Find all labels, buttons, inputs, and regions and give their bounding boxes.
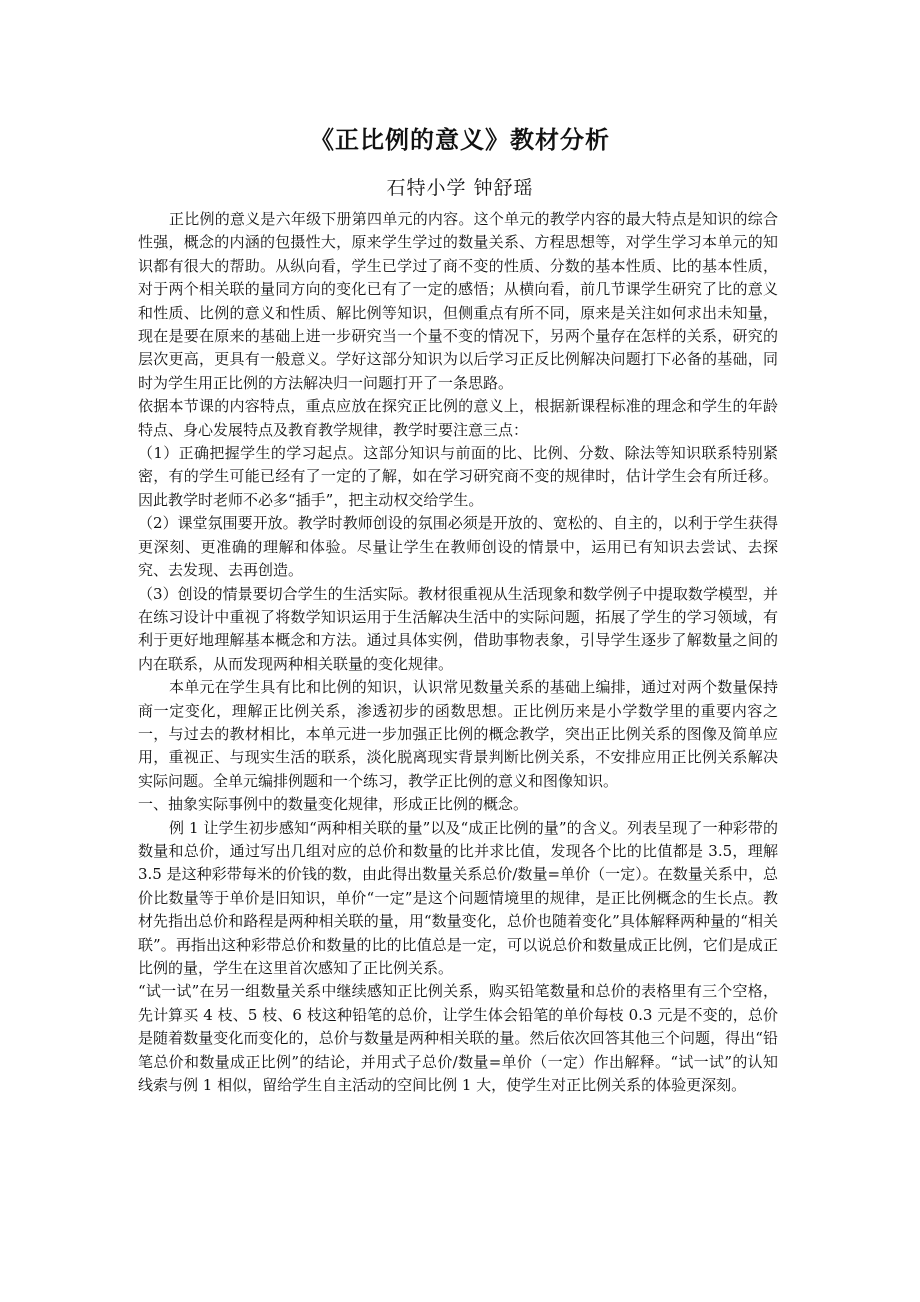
paragraph-example-1: 例 1 让学生初步感知“两种相关联的量”以及“成正比例的量”的含义。列表呈现了一种彩带的数量和总价，通过写出几组对应的总价和数量的比并求比值，发现各个比的比值都是 3.5，理解 3.5 是这种彩带每米的价钱的数，由此得出数量关系总价/数量=单价（一定）。在数量关系中，总价比数量等于单价是旧知识，单价“一定”是这个问题情境里的规律，是正比例概念的生长点。教材先指出总价和路程是两种相关联的量，用“数量变化，总价也随着变化”具体解释两种量的“相关联”。再指出这种彩带总价和数量的比的比值总是一定，可以说总价和数量成正比例，它们是成正比例的量，学生在这里首次感知了正比例关系。 [138,818,778,977]
paragraph-unit: 本单元在学生具有比和比例的知识，认识常见数量关系的基础上编排，通过对两个数量保持商一定变化，理解正比例关系，渗透初步的函数思想。正比例历来是小学数学里的重要内容之一，与过去的教材相比，本单元进一步加强正比例的概念教学，突出正比例关系的图像及简单应用，重视正、与现实生活的联系，淡化脱离现实背景判断比例关系，不安排应用正比例关系解决实际问题。全单元编排例题和一个练习，教学正比例的意义和图像知识。 [138,678,778,790]
section-heading-1: 一、抽象实际事例中的数量变化规律，形成正比例的概念。 [138,795,529,814]
document-body [138,208,778,1097]
paragraph-point-2: （2）课堂氛围要开放。教学时教师创设的氛围必须是开放的、宽松的、自主的，以利于学生获得更深刻、更准确的理解和体验。尽量让学生在教师创设的情景中，运用已有知识去尝试、去探究、去发现、去再创造。 [138,514,778,580]
paragraph-point-1: （1）正确把握学生的学习起点。这部分知识与前面的比、比例、分数、除法等知识联系特别紧密，有的学生可能已经有了一定的了解，如在学习研究商不变的规律时，估计学生会有所迁移。因此教学时老师不必多“插手”，把主动权交给学生。 [138,444,778,509]
paragraph-intro: 正比例的意义是六年级下册第四单元的内容。这个单元的教学内容的最大特点是知识的综合性强，概念的内涵的包摄性大，原来学生学过的数量关系、方程思想等，对学生学习本单元的知识都有很大的帮助。从纵向看，学生已学过了商不变的性质、分数的基本性质、比的基本性质，对于两个相关联的量同方向的变化已有了一定的感悟；从横向看，前几节课学生研究了比的意义和性质、比例的意义和性质、解比例等知识，但侧重点有所不同，原来是关注如何求出未知量，现在是要在原来的基础上进一步研究当一个量不变的情况下，另两个量存在怎样的关系，研究的层次更高，更具有一般意义。学好这部分知识为以后学习正反比例解决问题打下必备的基础，同时为学生用正比例的方法解决归一问题打开了一条思路。 [138,210,778,392]
paragraph-basis: 依据本节课的内容特点，重点应放在探究正比例的意义上，根据新课程标准的理念和学生的年龄特点、身心发展特点及教育教学规律，教学时要注意三点： [138,397,778,439]
document-title: 《正比例的意义》教材分析 [310,126,610,154]
paragraph-try-it: “试一试”在另一组数量关系中继续感知正比例关系，购买铅笔数量和总价的表格里有三个空格，先计算买 4 枝、5 枝、6 枝这种铅笔的总价，让学生体会铅笔的单价每枝 0.3 元是不变的，总价是随着数量变化而变化的，总价与数量是两种相关联的量。然后依次回答其他三个问题，得出“铅笔总价和数量成正比例”的结论，并用式子总价/数量=单价（一定）作出解释。“试一试”的认知线索与例 1 相似，留给学生自主活动的空间比例 1 大，使学生对正比例关系的体验更深刻。 [138,982,778,1095]
paragraph-point-3: （3）创设的情景要切合学生的生活实际。教材很重视从生活现象和数学例子中提取数学模型，并在练习设计中重视了将数学知识运用于生活解决生活中的实际问题，拓展了学生的学习领域，有利于更好地理解基本概念和方法。通过具体实例，借助事物表象，引导学生逐步了解数量之间的内在联系，从而发现两种相关联量的变化规律。 [138,584,778,673]
document-author: 石特小学 钟舒瑶 [386,177,534,199]
